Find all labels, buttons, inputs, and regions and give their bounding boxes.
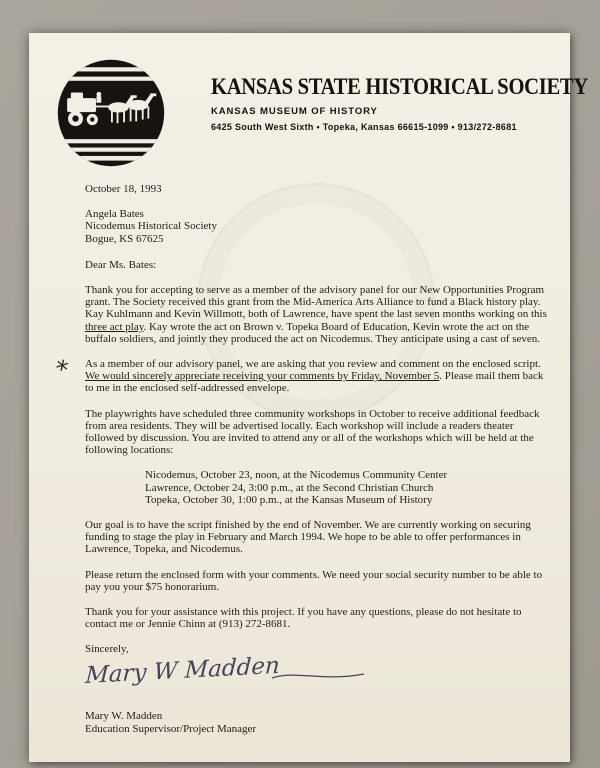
recipient-address <box>85 208 551 245</box>
handwritten-signature <box>84 652 551 707</box>
signer-title: Education Supervisor/Project Manager <box>85 722 257 735</box>
salutation: Dear Ms. Bates: <box>85 258 157 271</box>
paragraph-grant-text-after: . Kay wrote the act on Brown v. Topeka Board of Education, Kevin wrote the act on the buffalo soldiers, and jointly they produced the act on Nicodemus. They anticipate using a cast of seven. <box>85 320 541 345</box>
recipient-org: Nicodemus Historical Society <box>85 220 217 233</box>
paragraph-review-text-after: . Please mail them back to me in the enclosed self-addressed envelope. <box>85 370 544 395</box>
underlined-phrase-three-act-play: three act play <box>85 320 144 333</box>
workshop-locations <box>145 469 551 506</box>
paragraph-workshops: The playwrights have scheduled three community workshops in October to receive additional feedback from area residents. They will be advertised locally. Each workshop will include a readers theater followed by discussion. You are invited to attend any or all of the workshops which will be held at the following locations: <box>85 407 540 457</box>
letter-body <box>52 183 551 736</box>
signature-script: Mary W Madden <box>84 652 281 689</box>
paragraph-grant-text: Thank you for accepting to serve as a member of the advisory panel for our New Opportunities Program grant. The Society received this grant from the Mid-America Arts Alliance to fund a Black history play. Kay Kuhlmann and Kevin Willmott, both of Lawrence, have spent the last seven months working on this <box>85 284 547 321</box>
signature-flourish <box>270 669 366 683</box>
underlined-deadline-sentence: We would sincerely appreciate receiving your comments by Friday, November 5 <box>85 370 440 383</box>
dept-name: KANSAS MUSEUM OF HISTORY <box>211 106 378 117</box>
signer-name: Mary W. Madden <box>85 709 163 722</box>
paragraph-grant <box>85 284 551 345</box>
paragraph-goal: Our goal is to have the script finished by the end of November. We are currently working on securing funding to stage the play in February and March 1994. We hope to be able to offer performances in Lawrence, Topeka, and Nicodemus. <box>85 519 531 556</box>
paragraph-return-form: Please return the enclosed form with your comments. We need your social security number to be able to pay you your $75 honorarium. <box>85 568 543 593</box>
closing: Sincerely, <box>85 643 129 656</box>
location-nicodemus: Nicodemus, October 23, noon, at the Nicodemus Community Center <box>145 469 448 482</box>
letter-paper <box>29 33 588 762</box>
location-topeka: Topeka, October 30, 1:00 p.m., at the Kansas Museum of History <box>145 493 433 506</box>
paragraph-thanks: Thank you for your assistance with this project. If you have any questions, please do not hesitate to contact me or Jennie Chinn at (913) 272-8681. <box>85 606 522 631</box>
paragraph-review-text: As a member of our advisory panel, we are asking that you review and comment on the enclosed script. <box>85 358 541 371</box>
letterhead <box>211 73 588 132</box>
recipient-name: Angela Bates <box>85 208 144 221</box>
org-name: KANSAS STATE HISTORICAL SOCIETY <box>211 73 588 100</box>
location-lawrence: Lawrence, October 24, 3:00 p.m., at the Second Christian Church <box>145 481 434 494</box>
paragraph-review-request <box>52 354 551 395</box>
letter-date: October 18, 1993 <box>85 183 162 195</box>
stagecoach-logo <box>55 57 167 169</box>
recipient-city: Bogue, KS 67625 <box>85 232 164 245</box>
handwritten-asterisk: * <box>52 354 71 386</box>
org-address-line: 6425 South West Sixth • Topeka, Kansas 66615-1099 • 913/272-8681 <box>211 122 517 132</box>
